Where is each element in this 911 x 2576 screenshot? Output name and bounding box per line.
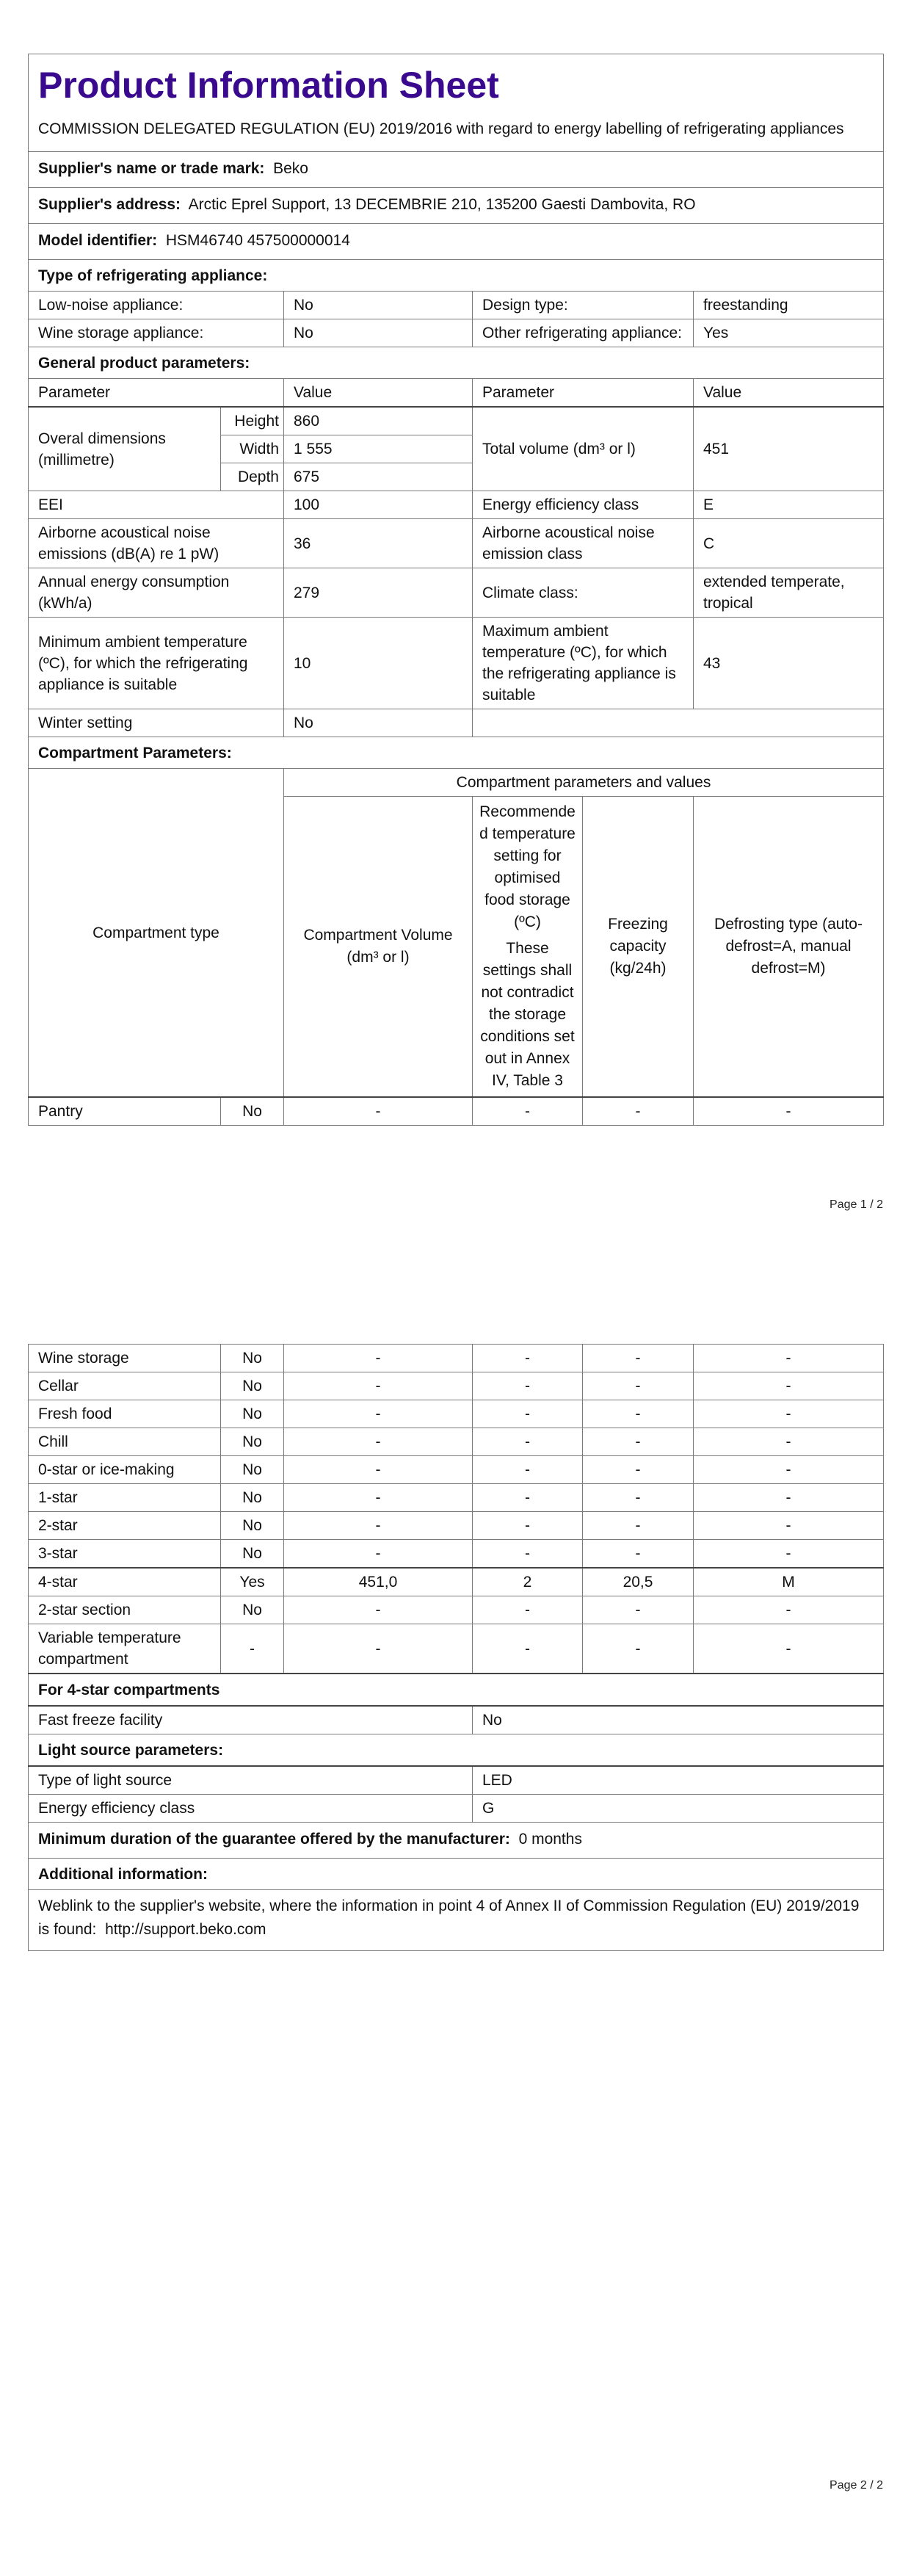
compartment-volume: - [284, 1540, 473, 1569]
ambient-temp-row [29, 618, 884, 709]
compartment-params-heading: Compartment Parameters: [29, 737, 884, 769]
compartment-freezing: - [583, 1512, 694, 1540]
compartment-freezing: - [583, 1540, 694, 1569]
compartment-present: - [221, 1624, 284, 1674]
light-class-label: Energy efficiency class [29, 1795, 473, 1823]
table-row [29, 1568, 884, 1596]
compartment-defrost: - [694, 1345, 884, 1372]
compartment-freezing: - [583, 1428, 694, 1456]
compartment-defrost: - [694, 1428, 884, 1456]
compartment-volume: - [284, 1372, 473, 1400]
table-row [29, 1400, 884, 1428]
fast-freeze-row [29, 1706, 884, 1734]
supplier-address-label: Supplier's address: [38, 196, 181, 213]
compartment-temp: - [473, 1484, 583, 1512]
table-row [29, 1097, 884, 1126]
wine-storage-label: Wine storage appliance: [29, 319, 284, 347]
eei-value: 100 [284, 491, 473, 519]
table-row [29, 1372, 884, 1400]
compartment-defrost: - [694, 1372, 884, 1400]
table-row [29, 1428, 884, 1456]
table-row [29, 1345, 884, 1372]
eei-label: EEI [29, 491, 284, 519]
compartment-volume: - [284, 1400, 473, 1428]
col-compartment-group: Compartment parameters and values [284, 769, 884, 797]
compartment-type: Chill [29, 1428, 221, 1456]
total-volume-label: Total volume (dm³ or l) [473, 407, 694, 491]
design-type-label: Design type: [473, 292, 694, 319]
compartment-type: 1-star [29, 1484, 221, 1512]
col-parameter-1: Parameter [29, 379, 284, 408]
additional-info-text: Weblink to the supplier's website, where the information in point 4 of Annex II of Commission Regulation (EU) 2019/2019 is found: [38, 1897, 860, 1938]
col-compartment-type: Compartment type [29, 769, 284, 1098]
compartment-volume: 451,0 [284, 1568, 473, 1596]
model-identifier-row [29, 224, 884, 260]
noise-class-label: Airborne acoustical noise emission class [473, 519, 694, 568]
climate-class-value: extended temperate, tropical [694, 568, 884, 618]
compartment-group-header-row [29, 769, 884, 797]
col-recommended-temp-text: Recommended temperature setting for optimised food storage (ºC) [479, 803, 576, 930]
compartment-type: 2-star section [29, 1596, 221, 1624]
eei-row [29, 491, 884, 519]
general-params-header-row [29, 379, 884, 408]
page-number-2: Page 2 / 2 [830, 2479, 883, 2492]
title-row [29, 54, 884, 152]
supplier-name-row [29, 152, 884, 188]
compartment-present: No [221, 1097, 284, 1126]
table-row [29, 1512, 884, 1540]
col-freezing-capacity: Freezing capacity (kg/24h) [583, 797, 694, 1098]
model-identifier-label: Model identifier: [38, 232, 158, 249]
compartment-temp: - [473, 1456, 583, 1484]
annual-energy-label: Annual energy consumption (kWh/a) [29, 568, 284, 618]
winter-setting-row [29, 709, 884, 737]
compartment-defrost: - [694, 1624, 884, 1674]
winter-setting-label: Winter setting [29, 709, 284, 737]
compartment-temp: - [473, 1428, 583, 1456]
guarantee-value: 0 months [518, 1831, 582, 1848]
other-appliance-value: Yes [694, 319, 884, 347]
compartment-temp: 2 [473, 1568, 583, 1596]
compartment-temp: - [473, 1596, 583, 1624]
compartment-volume: - [284, 1456, 473, 1484]
product-info-table-page-2 [28, 1344, 884, 1951]
guarantee-row [29, 1823, 884, 1859]
winter-setting-value: No [284, 709, 473, 737]
noise-class-value: C [694, 519, 884, 568]
compartment-defrost: - [694, 1097, 884, 1126]
compartment-freezing: - [583, 1456, 694, 1484]
depth-value: 675 [284, 463, 473, 491]
compartment-defrost: - [694, 1484, 884, 1512]
winter-setting-empty [473, 709, 884, 737]
compartment-volume: - [284, 1097, 473, 1126]
compartment-present: No [221, 1428, 284, 1456]
fast-freeze-label: Fast freeze facility [29, 1706, 473, 1734]
col-recommended-temp [473, 797, 583, 1098]
light-type-label: Type of light source [29, 1766, 473, 1795]
compartment-volume: - [284, 1345, 473, 1372]
dimensions-label: Overal dimensions (millimetre) [29, 407, 221, 491]
annual-energy-value: 279 [284, 568, 473, 618]
width-value: 1 555 [284, 435, 473, 463]
compartment-temp: - [473, 1372, 583, 1400]
depth-label: Depth [221, 463, 284, 491]
low-noise-value: No [284, 292, 473, 319]
compartment-type: 4-star [29, 1568, 221, 1596]
total-volume-value: 451 [694, 407, 884, 491]
supplier-name-label: Supplier's name or trade mark: [38, 160, 265, 177]
guarantee-label: Minimum duration of the guarantee offered by the manufacturer: [38, 1831, 510, 1848]
compartment-type: 2-star [29, 1512, 221, 1540]
compartment-type: Cellar [29, 1372, 221, 1400]
compartment-type: Variable temperature compartment [29, 1624, 221, 1674]
product-info-table-page-1 [28, 54, 884, 1126]
appliance-type-heading-row [29, 260, 884, 292]
supplier-address-value: Arctic Eprel Support, 13 DECEMBRIE 210, 135200 Gaesti Dambovita, RO [188, 196, 696, 213]
light-type-row [29, 1766, 884, 1795]
compartment-present: No [221, 1512, 284, 1540]
compartment-freezing: - [583, 1624, 694, 1674]
compartment-present: No [221, 1540, 284, 1569]
height-label: Height [221, 407, 284, 435]
compartment-volume: - [284, 1512, 473, 1540]
compartment-present: No [221, 1596, 284, 1624]
wine-storage-row [29, 319, 884, 347]
compartment-present: No [221, 1372, 284, 1400]
compartment-volume: - [284, 1484, 473, 1512]
max-temp-value: 43 [694, 618, 884, 709]
compartment-freezing: - [583, 1097, 694, 1126]
noise-label: Airborne acoustical noise emissions (dB(A) re 1 pW) [29, 519, 284, 568]
compartment-temp: - [473, 1512, 583, 1540]
table-row [29, 1484, 884, 1512]
compartment-type: Fresh food [29, 1400, 221, 1428]
compartment-type: Wine storage [29, 1345, 221, 1372]
table-row [29, 1540, 884, 1569]
other-appliance-label: Other refrigerating appliance: [473, 319, 694, 347]
model-identifier-value: HSM46740 457500000014 [165, 232, 350, 249]
width-label: Width [221, 435, 284, 463]
compartment-type: 0-star or ice-making [29, 1456, 221, 1484]
compartment-defrost: - [694, 1512, 884, 1540]
compartment-type: 3-star [29, 1540, 221, 1569]
height-value: 860 [284, 407, 473, 435]
low-noise-row [29, 292, 884, 319]
min-temp-value: 10 [284, 618, 473, 709]
compartment-temp: - [473, 1624, 583, 1674]
max-temp-label: Maximum ambient temperature (ºC), for which the refrigerating appliance is suitable [473, 618, 694, 709]
compartment-freezing: - [583, 1345, 694, 1372]
page-2 [0, 1288, 911, 2576]
light-class-row [29, 1795, 884, 1823]
four-star-heading-row [29, 1674, 884, 1706]
compartment-defrost: - [694, 1456, 884, 1484]
energy-class-label: Energy efficiency class [473, 491, 694, 519]
light-type-value: LED [473, 1766, 884, 1795]
compartment-temp: - [473, 1540, 583, 1569]
compartment-present: No [221, 1484, 284, 1512]
dimension-height-row [29, 407, 884, 435]
compartment-defrost: - [694, 1400, 884, 1428]
compartment-present: No [221, 1456, 284, 1484]
compartment-present: Yes [221, 1568, 284, 1596]
col-parameter-2: Parameter [473, 379, 694, 408]
compartment-volume: - [284, 1624, 473, 1674]
design-type-value: freestanding [694, 292, 884, 319]
col-recommended-temp-note: These settings shall not contradict the storage conditions set out in Annex IV, Table 3 [480, 940, 575, 1089]
compartment-freezing: - [583, 1596, 694, 1624]
compartment-params-heading-row [29, 737, 884, 769]
page-title: Product Information Sheet [38, 65, 499, 106]
supplier-address-row [29, 188, 884, 224]
light-source-heading: Light source parameters: [29, 1734, 884, 1767]
compartment-freezing: - [583, 1484, 694, 1512]
general-params-heading: General product parameters: [29, 347, 884, 379]
supplier-name-value: Beko [273, 160, 308, 177]
compartment-present: No [221, 1345, 284, 1372]
compartment-freezing: - [583, 1372, 694, 1400]
compartment-defrost: M [694, 1568, 884, 1596]
compartment-temp: - [473, 1400, 583, 1428]
regulation-text: COMMISSION DELEGATED REGULATION (EU) 2019/2016 with regard to energy labelling of refrigerating appliances [38, 120, 844, 137]
light-source-heading-row [29, 1734, 884, 1767]
light-class-value: G [473, 1795, 884, 1823]
compartment-temp: - [473, 1097, 583, 1126]
col-defrosting-type: Defrosting type (auto-defrost=A, manual defrost=M) [694, 797, 884, 1098]
compartment-type: Pantry [29, 1097, 221, 1126]
noise-value: 36 [284, 519, 473, 568]
page-number-1: Page 1 / 2 [830, 1198, 883, 1211]
compartment-volume: - [284, 1596, 473, 1624]
appliance-type-heading: Type of refrigerating appliance: [29, 260, 884, 292]
general-params-heading-row [29, 347, 884, 379]
four-star-heading: For 4-star compartments [29, 1674, 884, 1706]
low-noise-label: Low-noise appliance: [29, 292, 284, 319]
compartment-temp: - [473, 1345, 583, 1372]
additional-info-heading-row [29, 1859, 884, 1890]
compartment-present: No [221, 1400, 284, 1428]
table-row [29, 1624, 884, 1674]
compartment-freezing: - [583, 1400, 694, 1428]
energy-class-value: E [694, 491, 884, 519]
fast-freeze-value: No [473, 1706, 884, 1734]
col-value-1: Value [284, 379, 473, 408]
climate-class-label: Climate class: [473, 568, 694, 618]
compartment-freezing: 20,5 [583, 1568, 694, 1596]
table-row [29, 1456, 884, 1484]
compartment-volume: - [284, 1428, 473, 1456]
noise-row [29, 519, 884, 568]
min-temp-label: Minimum ambient temperature (ºC), for which the refrigerating appliance is suitable [29, 618, 284, 709]
additional-info-row [29, 1890, 884, 1951]
col-compartment-volume: Compartment Volume (dm³ or l) [284, 797, 473, 1098]
compartment-defrost: - [694, 1540, 884, 1569]
table-row [29, 1596, 884, 1624]
wine-storage-value: No [284, 319, 473, 347]
annual-energy-row [29, 568, 884, 618]
compartment-defrost: - [694, 1596, 884, 1624]
supplier-website-link[interactable]: http://support.beko.com [105, 1921, 266, 1938]
col-value-2: Value [694, 379, 884, 408]
additional-info-heading: Additional information: [29, 1859, 884, 1890]
